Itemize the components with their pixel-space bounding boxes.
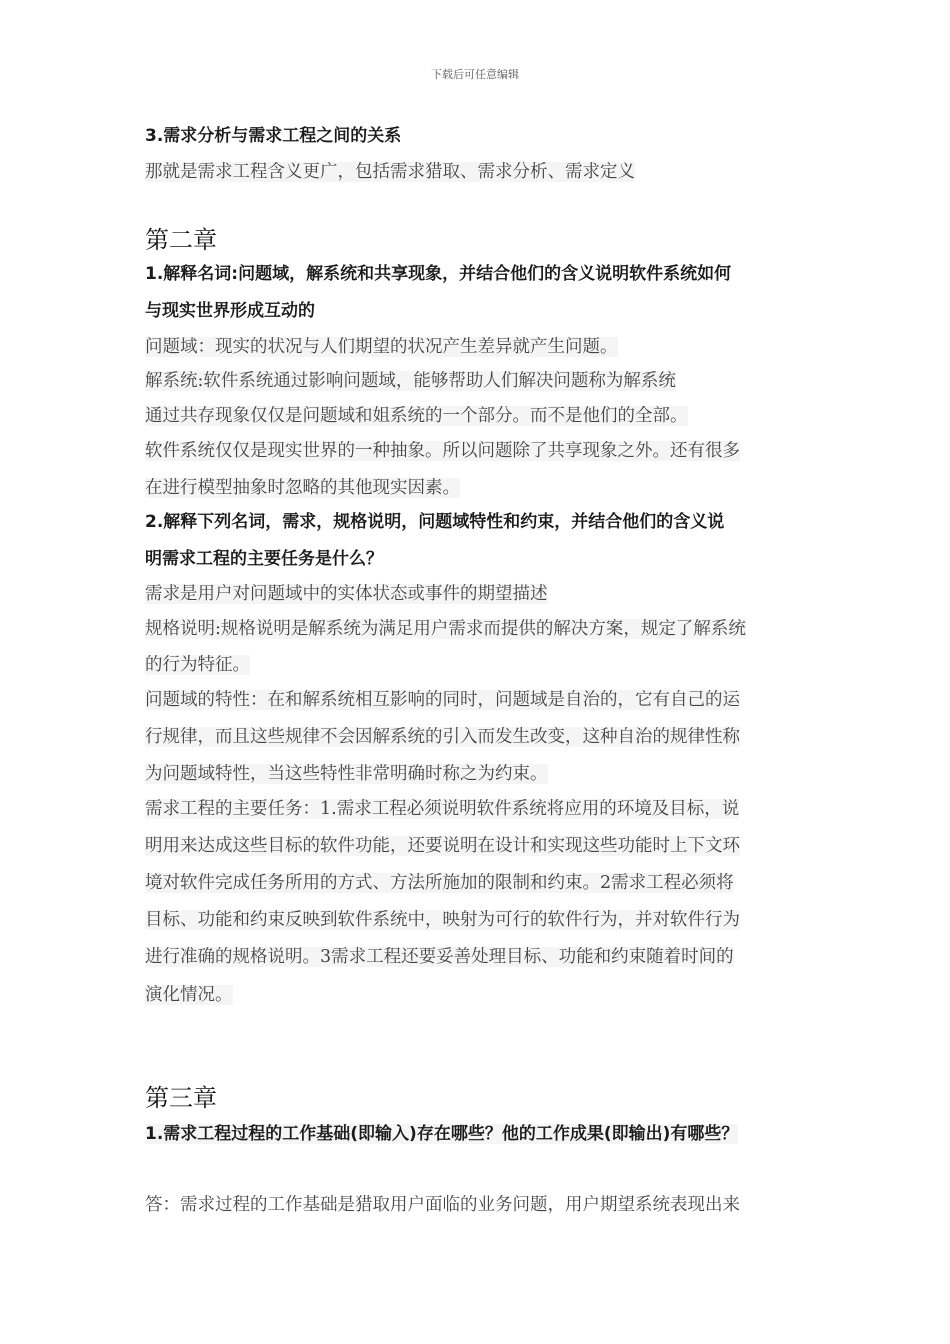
- answer-text: 问题域：现实的状况与人们期望的状况产生差异就产生问题。: [145, 337, 618, 357]
- question-heading: 2.解释下列名词，需求，规格说明，问题域特性和约束，并结合他们的含义说: [145, 512, 725, 532]
- answer-text: 解系统:软件系统通过影响问题域，能够帮助人们解决问题称为解系统: [145, 371, 676, 391]
- question-heading: 与现实世界形成互动的: [145, 301, 315, 321]
- answer-text: 境对软件完成任务所用的方式、方法所施加的限制和约束。2需求工程必须将: [145, 873, 734, 893]
- answer-text: 为问题域特性，当这些特性非常明确时称之为约束。: [145, 764, 548, 784]
- answer-text: 需求工程的主要任务：1.需求工程必须说明软件系统将应用的环境及目标，说: [145, 799, 740, 819]
- answer-text: 问题域的特性：在和解系统相互影响的同时，问题域是自治的，它有自己的运: [145, 690, 740, 710]
- answer-text: 进行准确的规格说明。3需求工程还要妥善处理目标、功能和约束随着时间的: [145, 947, 734, 967]
- answer-text: 行规律，而且这些规律不会因解系统的引入而发生改变，这种自治的规律性称: [145, 727, 740, 747]
- question-heading: 1.需求工程过程的工作基础(即输入)存在哪些？他的工作成果(即输出)有哪些？: [145, 1124, 739, 1144]
- answer-text: 目标、功能和约束反映到软件系统中，映射为可行的软件行为，并对软件行为: [145, 910, 740, 930]
- chapter-title: 第三章: [145, 1084, 217, 1112]
- question-heading: 1.解释名词:问题域，解系统和共享现象，并结合他们的含义说明软件系统如何: [145, 264, 732, 284]
- chapter-title: 第二章: [145, 226, 217, 254]
- answer-text: 软件系统仅仅是现实世界的一种抽象。所以问题除了共享现象之外。还有很多: [145, 441, 740, 461]
- answer-text: 明用来达成这些目标的软件功能，还要说明在设计和实现这些功能时上下文环: [145, 836, 740, 856]
- answer-text: 的行为特征。: [145, 655, 250, 675]
- answer-text: 那就是需求工程含义更广，包括需求猎取、需求分析、需求定义: [145, 162, 635, 182]
- question-heading: 明需求工程的主要任务是什么？: [145, 549, 383, 569]
- answer-text: 在进行模型抽象时忽略的其他现实因素。: [145, 478, 460, 498]
- answer-text: 通过共存现象仅仅是问题域和姐系统的一个部分。而不是他们的全部。: [145, 406, 688, 426]
- answer-text: 规格说明:规格说明是解系统为满足用户需求而提供的解决方案，规定了解系统: [145, 619, 746, 639]
- answer-text: 需求是用户对问题域中的实体状态或事件的期望描述: [145, 584, 548, 604]
- question-heading: 3.需求分析与需求工程之间的关系: [145, 126, 402, 146]
- answer-text: 演化情况。: [145, 985, 233, 1005]
- answer-text: 答：需求过程的工作基础是猎取用户面临的业务问题，用户期望系统表现出来: [145, 1195, 740, 1215]
- page-header: 下载后可任意编辑: [431, 68, 519, 81]
